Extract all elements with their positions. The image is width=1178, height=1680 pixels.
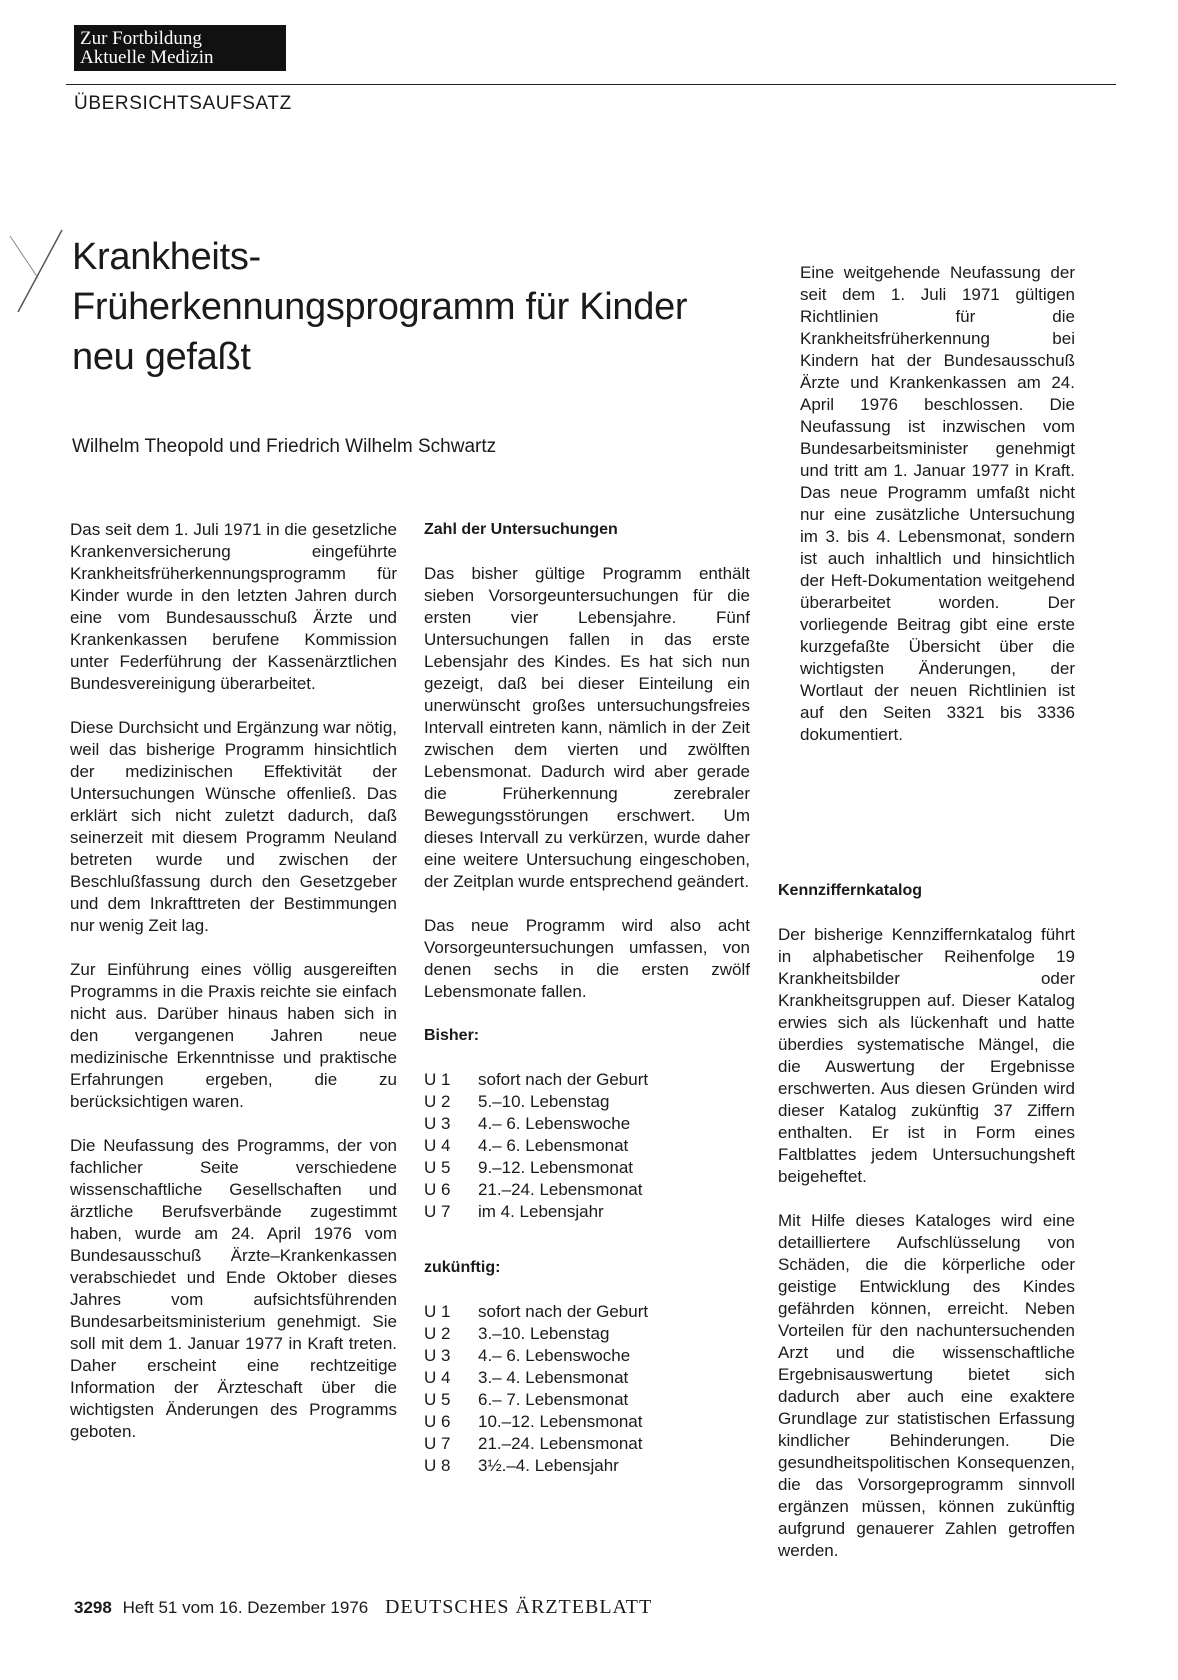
issue-info: Heft 51 vom 16. Dezember 1976 bbox=[122, 1598, 369, 1617]
paragraph: Die Neufassung des Programms, der von fachlicher Seite verschiedene wissenschaftliche Gesellschaften und ärztliche Berufsverbände zugestimmt haben, wurde am 24. April 1976 vom Bundesausschuß Ärzte–Krankenkassen verabschiedet und Ende Oktober dieses Jahres vom aufsichtsführenden Bundesarbeitsministerium genehmigt. Sie soll mit dem 1. Januar 1977 in Kraft treten. Daher erscheint eine rechtzeitige Information der Ärzteschaft über die wichtigsten Änderungen des Programms geboten. bbox=[70, 1136, 397, 1441]
exam-code: U 5 bbox=[424, 1158, 451, 1177]
exam-code: U 1 bbox=[424, 1070, 451, 1089]
schedule-row bbox=[424, 1367, 750, 1389]
exam-timing: 3.–10. Lebenstag bbox=[478, 1324, 610, 1343]
schedule-row bbox=[424, 1135, 750, 1157]
schedule-row bbox=[424, 1091, 750, 1113]
schedule-row bbox=[424, 1389, 750, 1411]
article-authors: Wilhelm Theopold und Friedrich Wilhelm Schwartz bbox=[72, 436, 497, 457]
journal-name: DEUTSCHES ÄRZTEBLATT bbox=[384, 1596, 653, 1618]
schedule-row bbox=[424, 1069, 750, 1091]
exam-timing: 21.–24. Lebensmonat bbox=[478, 1434, 643, 1453]
exam-code: U 6 bbox=[424, 1412, 451, 1431]
paragraph: Das neue Programm wird also acht Vorsorgeuntersuchungen umfassen, von denen sechs in die ersten zwölf Lebensmonate fallen. bbox=[424, 916, 750, 1001]
paragraph: Das bisher gültige Programm enthält sieben Vorsorgeuntersuchungen für die ersten vier Lebensjahre. Fünf Untersuchungen fallen in das erste Lebensjahr des Kindes. Es hat sich nun gezeigt, daß bei dieser Einteilung ein unerwünscht großes untersuchungsfreies Intervall eintreten kann, nämlich in der Zeit zwischen dem vierten und zwölften Lebensmonat. Dadurch wird aber gerade die Früherkennung zerebraler Bewegungsstörungen erschwert. Um dieses Intervall zu verkürzen, wurde daher eine weitere Untersuchung eingeschoben, der Zeitplan wurde entsprechend geändert. bbox=[424, 564, 750, 891]
exam-timing: 6.– 7. Lebensmonat bbox=[478, 1390, 629, 1409]
exam-code: U 8 bbox=[424, 1456, 451, 1475]
exam-code: U 4 bbox=[424, 1136, 451, 1155]
paragraph: Diese Durchsicht und Ergänzung war nötig, weil das bisherige Programm hinsichtlich der medizinischen Effektivität der Untersuchungen Wünsche offenließ. Das erklärt sich nicht zuletzt dadurch, daß seinerzeit mit diesem Programm Neuland betreten wurde und zwischen der Beschlußfassung durch den Gesetzgeber und dem Inkrafttreten der Bestimmungen nur wenig Zeit lag. bbox=[70, 718, 397, 935]
title-line-3: neu gefaßt bbox=[72, 336, 251, 378]
paragraph: Zur Einführung eines völlig ausgereiften Programms in die Praxis reichte sie einfach nicht aus. Darüber hinaus haben sich in den vergangenen Jahren neue medizinische Erkenntnisse und praktische Erfahrungen ergeben, die zu berücksichtigen waren. bbox=[70, 960, 397, 1111]
schedule-row bbox=[424, 1179, 750, 1201]
exam-timing: 5.–10. Lebenstag bbox=[478, 1092, 610, 1111]
title-line-2: Früherkennungsprogramm für Kinder bbox=[72, 286, 688, 328]
schedule-future bbox=[424, 1301, 750, 1477]
header-rule bbox=[66, 84, 1116, 85]
exam-code: U 3 bbox=[424, 1346, 451, 1365]
schedule-heading-future: zukünftig: bbox=[424, 1259, 501, 1276]
section-heading: Kennziffernkatalog bbox=[778, 882, 923, 899]
article-title bbox=[72, 232, 772, 382]
schedule-row bbox=[424, 1433, 750, 1455]
paragraph: Das seit dem 1. Juli 1971 in die gesetzliche Krankenversicherung eingeführte Krankheitsfrüherkennungsprogramm für Kinder wurde in den letzten Jahren durch eine vom Bundesausschuß Ärzte und Krankenkassen berufene Kommission unter Federführung der Kassenärztlichen Bundesvereinigung überarbeitet. bbox=[70, 520, 397, 693]
schedule-row bbox=[424, 1201, 750, 1223]
exam-timing: 4.– 6. Lebenswoche bbox=[478, 1114, 631, 1133]
exam-code: U 2 bbox=[424, 1324, 451, 1343]
exam-timing: 21.–24. Lebensmonat bbox=[478, 1180, 643, 1199]
schedule-row bbox=[424, 1345, 750, 1367]
exam-timing: sofort nach der Geburt bbox=[478, 1302, 649, 1321]
exam-code: U 5 bbox=[424, 1390, 451, 1409]
page-footer bbox=[74, 1596, 652, 1619]
exam-code: U 2 bbox=[424, 1092, 451, 1111]
title-line-1: Krankheits- bbox=[72, 236, 261, 278]
exam-timing: 3.– 4. Lebensmonat bbox=[478, 1368, 629, 1387]
exam-code: U 4 bbox=[424, 1368, 451, 1387]
paragraph: Mit Hilfe dieses Kataloges wird eine detailliertere Aufschlüsselung von Schäden, die die körperliche oder geistige Entwicklung des Kindes gefährden können, erreicht. Neben Vorteilen für den nachuntersuchenden Arzt und die wissenschaftliche Ergebnisauswertung bietet sich dadurch aber auch eine exaktere Grundlage zur statistischen Erfassung kindlicher Behinderungen. Die gesundheitspolitischen Konsequenzen, die das Vorsorgeprogramm sinnvoll ergänzen müssen, können zukünftig aufgrund genauerer Zahlen getroffen werden. bbox=[778, 1211, 1075, 1560]
exam-code: U 7 bbox=[424, 1202, 451, 1221]
section-heading: Zahl der Untersuchungen bbox=[424, 521, 618, 538]
exam-timing: 10.–12. Lebensmonat bbox=[478, 1412, 643, 1431]
schedule-row bbox=[424, 1157, 750, 1179]
column-1 bbox=[70, 519, 397, 1465]
section-label: ÜBERSICHTSAUFSATZ bbox=[74, 93, 292, 114]
rubric-badge bbox=[74, 25, 286, 71]
page-number: 3298 bbox=[74, 1598, 112, 1617]
exam-timing: 4.– 6. Lebensmonat bbox=[478, 1136, 629, 1155]
exam-timing: im 4. Lebensjahr bbox=[478, 1202, 604, 1221]
schedule-heading-current: Bisher: bbox=[424, 1027, 480, 1044]
exam-code: U 1 bbox=[424, 1302, 451, 1321]
exam-timing: 3½.–4. Lebensjahr bbox=[478, 1456, 619, 1475]
exam-timing: 9.–12. Lebensmonat bbox=[478, 1158, 634, 1177]
article-intro bbox=[800, 262, 1075, 768]
exam-timing: 4.– 6. Lebenswoche bbox=[478, 1346, 631, 1365]
column-2 bbox=[424, 519, 750, 1499]
column-3 bbox=[778, 880, 1075, 1584]
exam-code: U 6 bbox=[424, 1180, 451, 1199]
decorative-slash-icon bbox=[4, 226, 66, 316]
schedule-row bbox=[424, 1113, 750, 1135]
schedule-row bbox=[424, 1455, 750, 1477]
exam-timing: sofort nach der Geburt bbox=[478, 1070, 649, 1089]
rubric-line-1: Zur Fortbildung bbox=[80, 28, 202, 49]
exam-code: U 3 bbox=[424, 1114, 451, 1133]
schedule-current bbox=[424, 1069, 750, 1223]
schedule-row bbox=[424, 1323, 750, 1345]
schedule-row bbox=[424, 1411, 750, 1433]
exam-code: U 7 bbox=[424, 1434, 451, 1453]
intro-paragraph: Eine weitgehende Neufassung der seit dem 1. Juli 1971 gültigen Richtlinien für die Krankheitsfrüherkennung bei Kindern hat der Bundesausschuß Ärzte und Krankenkassen am 24. April 1976 beschlossen. Die Neufassung ist inzwischen vom Bundesarbeitsminister genehmigt und tritt am 1. Januar 1977 in Kraft. Das neue Programm umfaßt nicht nur eine zusätzliche Untersuchung im 3. bis 4. Lebensmonat, sondern ist auch inhaltlich und hinsichtlich der Heft-Dokumentation weitgehend überarbeitet worden. Der vorliegende Beitrag gibt eine erste kurzgefaßte Übersicht über die wichtigsten Änderungen, der Wortlaut der neuen Richtlinien ist auf den Seiten 3321 bis 3336 dokumentiert. bbox=[800, 263, 1075, 744]
paragraph: Der bisherige Kennziffernkatalog führt in alphabetischer Reihenfolge 19 Krankheitsbilder oder Krankheitsgruppen auf. Dieser Katalog erwies sich als lückenhaft und hatte überdies systematische Mängel, die die Auswertung der Ergebnisse erschwerten. Aus diesen Gründen wird dieser Katalog zukünftig 37 Ziffern enthalten. Er ist in Form eines Faltblattes jedem Untersuchungsheft beigeheftet. bbox=[778, 925, 1075, 1186]
rubric-line-2: Aktuelle Medizin bbox=[80, 47, 214, 68]
schedule-row bbox=[424, 1301, 750, 1323]
